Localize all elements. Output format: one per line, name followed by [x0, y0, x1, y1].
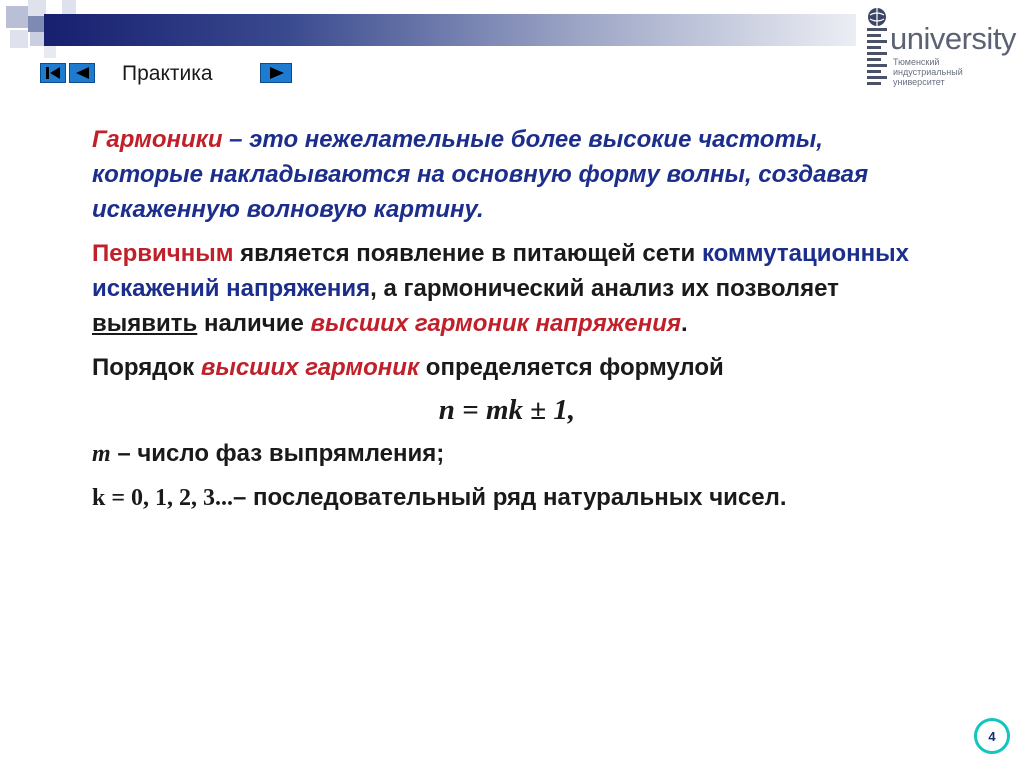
text-run: наличие	[197, 310, 311, 337]
logo-wordmark: university	[890, 21, 1016, 56]
definition-m-text: – число фаз выпрямления;	[110, 440, 445, 467]
order-paragraph	[92, 350, 922, 385]
nav-group-left	[40, 63, 95, 83]
prev-slide-button[interactable]	[69, 63, 95, 83]
definition-text: – это нежелательные более высокие частоты, которые накладываются на основную форму волны, создавая искаженную волновую картину.	[92, 126, 869, 223]
definition-m	[92, 436, 922, 472]
header-bar	[44, 14, 856, 46]
formula	[92, 393, 922, 428]
logo-sub-line: индустриальный	[893, 67, 963, 77]
term-commutation-distortions: коммутационных искажений напряжения	[92, 240, 909, 302]
text-run: является появление в питающей сети	[233, 240, 702, 267]
triangle-left-icon	[70, 64, 94, 82]
page-number-badge: 4	[974, 718, 1010, 754]
slide-content	[92, 122, 922, 516]
text-run: .	[681, 310, 688, 337]
term-primary: Первичным	[92, 240, 234, 267]
nav-group-right	[260, 63, 292, 83]
definition-k	[92, 480, 922, 516]
triangle-right-icon	[261, 64, 291, 82]
skip-to-start-icon	[41, 64, 65, 82]
symbol-k: k = 0, 1, 2, 3...	[92, 485, 234, 511]
definition-paragraph	[92, 122, 922, 227]
first-slide-button[interactable]	[40, 63, 66, 83]
symbol-m: m	[92, 441, 111, 467]
term-reveal: выявить	[92, 310, 198, 337]
logo-sub-line: Тюменский	[893, 57, 940, 67]
next-slide-button[interactable]	[260, 63, 292, 83]
university-logo	[862, 6, 1022, 92]
text-run: Порядок	[92, 354, 201, 381]
definition-k-text: – последовательный ряд натуральных чисел.	[233, 484, 787, 511]
globe-icon	[866, 6, 888, 28]
text-run: , а гармонический анализ их позволяет	[370, 275, 839, 302]
logo-subtitle	[893, 57, 963, 87]
formula-text: n = mk ± 1,	[438, 394, 576, 426]
term-harmonics: Гармоники	[92, 126, 223, 153]
logo-sub-line: университет	[893, 77, 945, 87]
text-run: определяется формулой	[419, 354, 724, 381]
term-higher-voltage-harmonics: высших гармоник напряжения	[310, 310, 682, 337]
logo-mark	[867, 28, 887, 90]
page-title: Практика	[122, 62, 213, 85]
term-higher-harmonics: высших гармоник	[200, 354, 420, 381]
primary-paragraph	[92, 236, 922, 341]
